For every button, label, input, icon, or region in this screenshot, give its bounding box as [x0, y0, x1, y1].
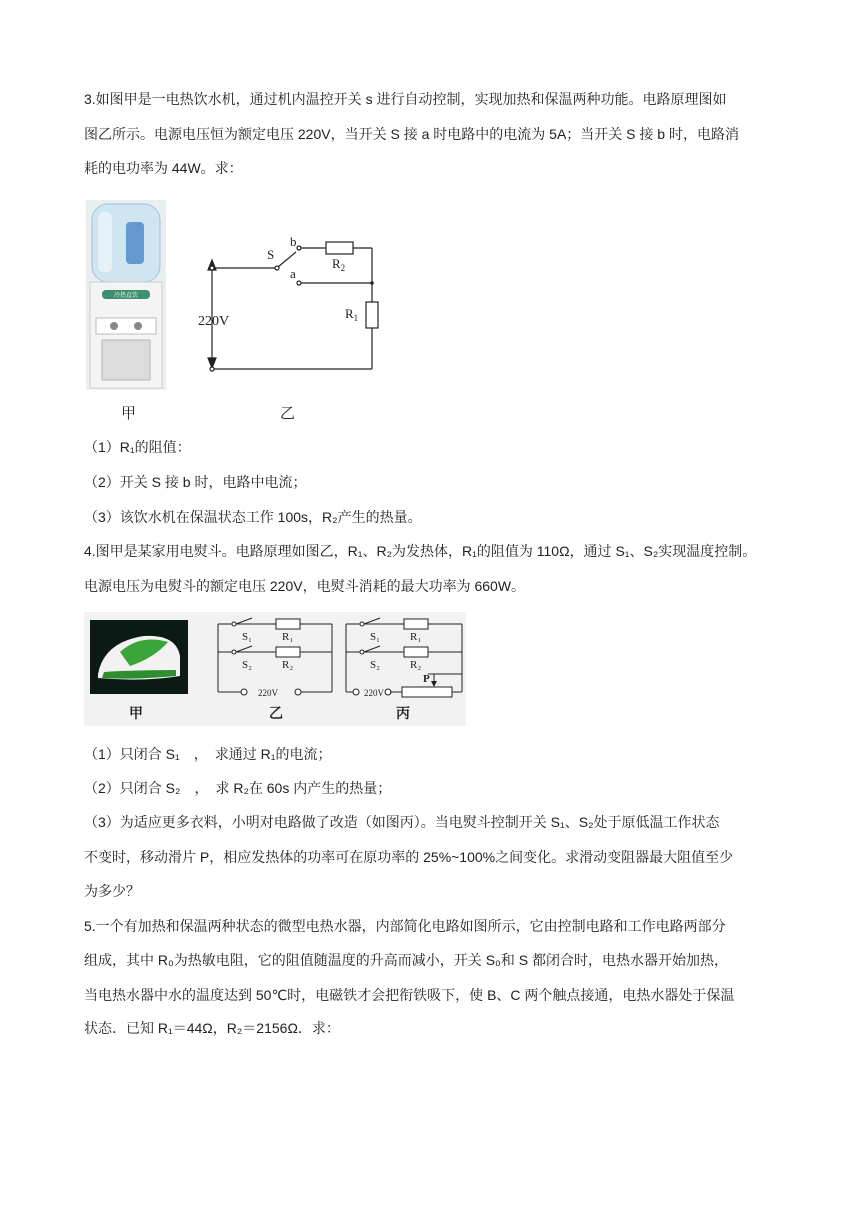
bing-r2-label: R₂ — [410, 659, 422, 671]
circuit-diagram-yi — [190, 228, 390, 378]
iron-caption-bing: 丙 — [396, 705, 410, 721]
yi-s1-label: S₁ — [242, 631, 252, 643]
yi-s2-label: S₂ — [242, 659, 252, 671]
bing-s2-label: S₂ — [370, 659, 380, 671]
slider-p-label: P — [423, 673, 430, 685]
q5-text-line4: 状态．已知 R₁＝44Ω，R₂＝2156Ω．求： — [84, 1020, 340, 1036]
iron-caption-yi: 乙 — [269, 705, 283, 721]
voltage-label: 220V — [198, 314, 230, 329]
q5-text-line1: 5.一个有加热和保温两种状态的微型电热水器，内部简化电路如图所示，它由控制电路和工作电路两部分 — [84, 918, 726, 934]
yi-r1-label: R₁ — [282, 631, 294, 643]
q3-text-line2: 图乙所示。电源电压恒为额定电压 220V，当开关 S 接 a 时电路中的电流为 5A；当开关 S 接 b 时，电路消 — [84, 126, 739, 142]
terminal-a-label: a — [290, 266, 296, 281]
q4-sub1: （1）只闭合 S₁ ， 求通过 R₁的电流； — [84, 746, 332, 762]
iron-image — [90, 620, 188, 694]
yi-voltage-label: 220V — [258, 688, 278, 698]
q4-text-line2: 电源电压为电熨斗的额定电压 220V，电熨斗消耗的最大功率为 660W。 — [84, 578, 526, 594]
switch-label: S — [267, 247, 275, 262]
q4-sub3-line3: 为多少？ — [84, 883, 140, 899]
q3-sub2: （2）开关 S 接 b 时，电路中电流； — [84, 474, 307, 490]
q4-sub3-line2: 不变时，移动滑片 P，相应发热体的功率可在原功率的 25%~100%之间变化。求滑动变阻器最大阻值至少 — [84, 849, 734, 865]
q4-sub2: （2）只闭合 S₂ ， 求 R₂在 60s 内产生的热量； — [84, 780, 392, 796]
bing-s1-label: S₁ — [370, 631, 380, 643]
fig-caption-jia: 甲 — [121, 405, 137, 422]
iron-figure-strip — [84, 612, 466, 726]
q5-text-line3: 当电热水器中水的温度达到 50℃时，电磁铁才会把衔铁吸下，使 B、C 两个触点接通，电热水器处于保温 — [84, 987, 735, 1003]
q4-text-line1: 4.图甲是某家用电熨斗。电路原理如图乙，R₁、R₂为发热体，R₁的阻值为 110Ω，通过 S₁、S₂实现温度控制。 — [84, 543, 757, 559]
water-dispenser-image — [86, 200, 166, 390]
q3-sub1: （1）R₁的阻值： — [84, 439, 191, 455]
bing-r1-label: R₁ — [410, 631, 422, 643]
q5-text-line2: 组成，其中 R₀为热敏电阻，它的阻值随温度的升高而减小，开关 S₀和 S 都闭合时，电热水器开始加热， — [84, 952, 728, 968]
r1-label: $R_1$ — [345, 306, 359, 323]
r2-label: $R_2$ — [332, 256, 346, 273]
q3-text-line3: 耗的电功率为 44W。求： — [84, 160, 243, 176]
iron-caption-jia: 甲 — [129, 705, 143, 721]
bing-voltage-label: 220V — [364, 688, 384, 698]
terminal-b-label: b — [290, 234, 297, 249]
dispenser-label: 冷热直饮 — [113, 293, 139, 299]
q3-text-line1: 3.如图甲是一电热饮水机，通过机内温控开关 s 进行自动控制，实现加热和保温两种功能。电路原理图如 — [84, 91, 727, 107]
q4-sub3-line1: （3）为适应更多衣料，小明对电路做了改造（如图丙）。当电熨斗控制开关 S₁、S₂处于原低温工作状态 — [84, 814, 720, 830]
fig-caption-yi: 乙 — [280, 405, 296, 422]
q3-sub3: （3）该饮水机在保温状态工作 100s，R₂产生的热量。 — [84, 509, 422, 525]
yi-r2-label: R₂ — [282, 659, 294, 671]
